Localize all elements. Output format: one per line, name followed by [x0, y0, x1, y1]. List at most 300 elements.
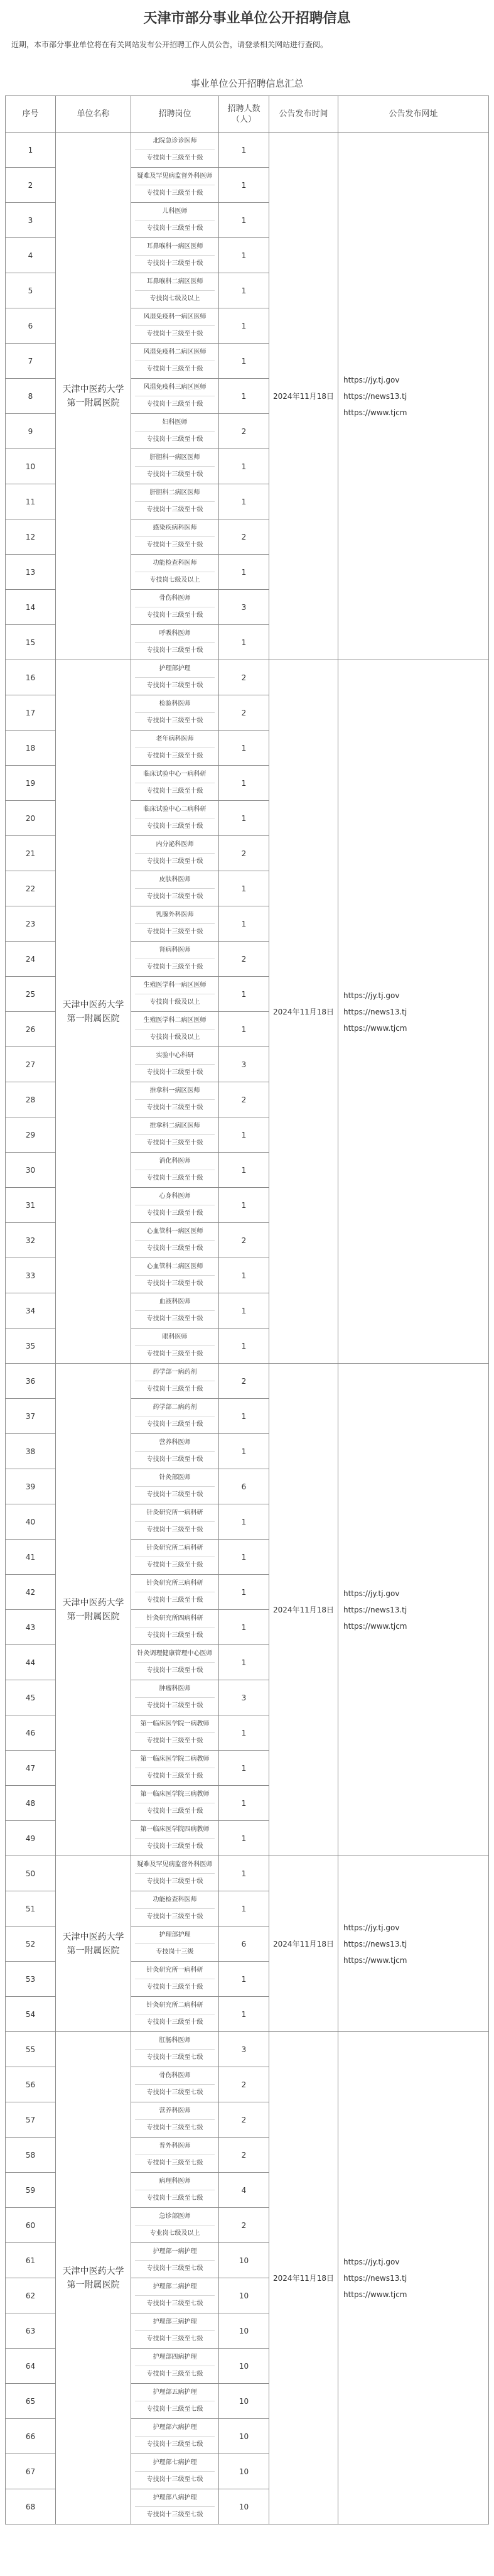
job-position-level: 专业岗七级及以上 — [149, 2230, 200, 2237]
header-job: 招聘岗位 — [131, 96, 219, 133]
job-position-level: 专技岗十三级至十级 — [146, 893, 203, 900]
job-position-cell — [131, 906, 219, 942]
recruit-count: 1 — [219, 1188, 269, 1223]
job-position-level: 专技岗十三级至十级 — [146, 2019, 203, 2026]
row-number: 12 — [6, 519, 56, 555]
recruit-count: 1 — [219, 1715, 269, 1751]
recruit-count: 2 — [219, 660, 269, 695]
recruit-count: 2 — [219, 942, 269, 977]
recruit-count: 10 — [219, 2313, 269, 2349]
recruit-count: 1 — [219, 1329, 269, 1364]
job-position-name: 肝胆科二病区医师 — [135, 485, 215, 502]
row-number: 46 — [6, 1715, 56, 1751]
row-number: 37 — [6, 1399, 56, 1434]
recruit-count: 1 — [219, 1504, 269, 1540]
job-position-cell — [131, 1786, 219, 1821]
job-position-name: 第一临床医学院二病教师 — [135, 1751, 215, 1768]
recruit-count: 4 — [219, 2173, 269, 2208]
job-position-cell — [131, 625, 219, 660]
row-number: 44 — [6, 1645, 56, 1680]
table-header-row — [6, 96, 489, 133]
job-position-level: 专技岗十三级至十级 — [146, 1245, 203, 1252]
publish-urls — [338, 2032, 489, 2524]
job-position-level: 专技岗十三级至十级 — [146, 1280, 203, 1287]
recruit-count: 1 — [219, 133, 269, 168]
job-position-cell — [131, 1962, 219, 1997]
job-position-cell — [131, 1188, 219, 1223]
recruitment-table — [5, 95, 489, 2524]
job-position-cell — [131, 2313, 219, 2349]
recruit-count: 1 — [219, 484, 269, 519]
job-position-name: 功能检查科医师 — [135, 555, 215, 572]
row-number: 23 — [6, 906, 56, 942]
job-position-level: 专技岗十三级至十级 — [146, 1808, 203, 1815]
job-position-name: 护理部护理 — [135, 1927, 215, 1944]
job-position-cell — [131, 1751, 219, 1786]
row-number: 58 — [6, 2138, 56, 2173]
job-position-name: 针灸研究所二病科研 — [135, 1997, 215, 2014]
job-position-name: 针灸部医师 — [135, 1470, 215, 1487]
job-position-level: 专技岗十三级至十级 — [146, 260, 203, 267]
recruit-count: 10 — [219, 2489, 269, 2524]
job-position-name: 妇科医师 — [135, 415, 215, 432]
job-position-cell — [131, 2138, 219, 2173]
row-number: 2 — [6, 168, 56, 203]
job-position-cell — [131, 344, 219, 379]
recruit-count: 2 — [219, 2138, 269, 2173]
row-number: 10 — [6, 449, 56, 484]
recruit-count: 3 — [219, 1680, 269, 1715]
row-number: 55 — [6, 2032, 56, 2067]
job-position-name: 护理部五病护理 — [135, 2384, 215, 2401]
job-position-cell — [131, 1434, 219, 1469]
recruit-count: 1 — [219, 871, 269, 906]
publish-urls — [338, 1856, 489, 2032]
job-position-name: 骨伤科医师 — [135, 2068, 215, 2085]
job-position-name: 营养科医师 — [135, 2103, 215, 2120]
job-position-name: 护理部护理 — [135, 661, 215, 678]
row-number: 51 — [6, 1891, 56, 1927]
job-position-cell — [131, 660, 219, 695]
recruit-count: 10 — [219, 2419, 269, 2454]
row-number: 35 — [6, 1329, 56, 1364]
row-number: 1 — [6, 133, 56, 168]
job-position-level: 专技岗十三级至十级 — [146, 1491, 203, 1498]
recruit-count: 1 — [219, 449, 269, 484]
job-position-name: 骨伤科医师 — [135, 590, 215, 607]
publish-url-link[interactable]: https://www.tjcm — [343, 2290, 407, 2299]
publish-url-link[interactable]: https://jy.tj.gov — [343, 1923, 400, 1932]
recruit-count: 2 — [219, 2102, 269, 2138]
table-row — [6, 660, 489, 695]
job-position-level: 专技岗十三级至十级 — [146, 1702, 203, 1709]
job-position-level: 专技岗十三级至十级 — [146, 1632, 203, 1639]
job-position-name: 护理部二病护理 — [135, 2279, 215, 2296]
job-position-cell — [131, 484, 219, 519]
row-number: 16 — [6, 660, 56, 695]
recruit-count: 1 — [219, 1962, 269, 1997]
job-position-name: 老年病科医师 — [135, 731, 215, 748]
job-position-name: 针灸研究所二病科研 — [135, 1540, 215, 1557]
table-title: 事业单位公开招聘信息汇总 — [190, 78, 304, 89]
job-position-name: 检验科医师 — [135, 696, 215, 713]
job-position-name: 针灸研究所三病科研 — [135, 1575, 215, 1592]
row-number: 52 — [6, 1927, 56, 1962]
recruit-count: 1 — [219, 1645, 269, 1680]
row-number: 67 — [6, 2454, 56, 2489]
row-number: 13 — [6, 555, 56, 590]
recruit-count: 2 — [219, 1223, 269, 1258]
row-number: 45 — [6, 1680, 56, 1715]
job-position-name: 病理科医师 — [135, 2173, 215, 2190]
recruit-count: 1 — [219, 1012, 269, 1047]
job-position-cell — [131, 1082, 219, 1117]
job-position-level: 专技岗十三级至七级 — [146, 2300, 203, 2307]
job-position-level: 专技岗十三级至十级 — [146, 1421, 203, 1428]
job-position-cell — [131, 1891, 219, 1927]
header-no: 序号 — [6, 96, 56, 133]
job-position-cell — [131, 308, 219, 344]
job-position-name: 疑难及罕见病监督外科医师 — [135, 1857, 215, 1874]
job-position-level: 专技岗十三级至十级 — [146, 1597, 203, 1604]
job-position-cell — [131, 1927, 219, 1962]
row-number: 63 — [6, 2313, 56, 2349]
job-position-name: 皮肤科医师 — [135, 872, 215, 889]
job-position-cell — [131, 1153, 219, 1188]
publish-url-link[interactable]: https://jy.tj.gov — [343, 375, 400, 384]
row-number: 30 — [6, 1153, 56, 1188]
recruit-count: 2 — [219, 1082, 269, 1117]
job-position-level: 专技岗十三级至十级 — [146, 928, 203, 935]
job-position-cell — [131, 2349, 219, 2384]
job-position-level: 专技岗十三级至十级 — [146, 1737, 203, 1744]
job-position-cell — [131, 168, 219, 203]
recruit-count: 1 — [219, 308, 269, 344]
row-number: 3 — [6, 203, 56, 238]
notice-line: 近期，本市部分事业单位将在有关网站发布公开招聘工作人员公告，请登录相关网站进行查阅。 — [11, 40, 328, 49]
row-number: 38 — [6, 1434, 56, 1469]
row-number: 48 — [6, 1786, 56, 1821]
job-position-name: 临床试验中心一病科研 — [135, 766, 215, 783]
job-position-name: 消化科医师 — [135, 1153, 215, 1170]
job-position-level: 专技岗十三级至十级 — [146, 612, 203, 619]
job-position-cell — [131, 1680, 219, 1715]
job-position-name: 护理部七病护理 — [135, 2455, 215, 2472]
row-number: 50 — [6, 1856, 56, 1891]
job-position-cell — [131, 2032, 219, 2067]
job-position-level: 专技岗十三级至七级 — [146, 2441, 203, 2448]
job-position-name: 推拿科一病区医师 — [135, 1083, 215, 1100]
job-position-cell — [131, 1223, 219, 1258]
row-number: 6 — [6, 308, 56, 344]
job-position-name: 普外科医师 — [135, 2138, 215, 2155]
job-position-level: 专技岗十三级至十级 — [146, 1456, 203, 1463]
job-position-name: 推拿科二病区医师 — [135, 1118, 215, 1135]
job-position-name: 实验中心科研 — [135, 1048, 215, 1065]
row-number: 43 — [6, 1610, 56, 1645]
recruit-count: 2 — [219, 519, 269, 555]
row-number: 7 — [6, 344, 56, 379]
job-position-cell — [131, 871, 219, 906]
job-position-cell — [131, 2419, 219, 2454]
job-position-cell — [131, 1821, 219, 1856]
job-position-name: 第一临床医学院一病教师 — [135, 1716, 215, 1733]
job-position-level: 专技岗十三级至十级 — [146, 1526, 203, 1533]
job-position-level: 专技岗十三级至十级 — [146, 330, 203, 337]
row-number: 57 — [6, 2102, 56, 2138]
job-position-name: 耳鼻喉科一病区医师 — [135, 239, 215, 256]
header-url: 公告发布网址 — [338, 96, 489, 133]
row-number: 42 — [6, 1575, 56, 1610]
recruit-count: 1 — [219, 1821, 269, 1856]
recruit-count: 1 — [219, 1856, 269, 1891]
job-position-cell — [131, 942, 219, 977]
job-position-level: 专技岗十三级至十级 — [146, 1913, 203, 1920]
publish-date: 2024年11月18日 — [269, 1364, 338, 1856]
job-position-cell — [131, 1364, 219, 1399]
row-number: 29 — [6, 1117, 56, 1153]
job-position-cell — [131, 1856, 219, 1891]
row-number: 61 — [6, 2243, 56, 2278]
job-position-name: 呼吸科医师 — [135, 626, 215, 643]
job-position-name: 心血管科二病区医师 — [135, 1259, 215, 1276]
job-position-name: 眼科医师 — [135, 1329, 215, 1346]
job-position-level: 专技岗十三级至十级 — [146, 753, 203, 759]
job-position-name: 第一临床医学院四病教师 — [135, 1822, 215, 1839]
job-position-level: 专技岗十三级至七级 — [146, 2371, 203, 2378]
job-position-name: 风湿免疫科一病区医师 — [135, 309, 215, 326]
job-position-cell — [131, 2489, 219, 2524]
publish-date: 2024年11月18日 — [269, 133, 338, 660]
row-number: 62 — [6, 2278, 56, 2313]
recruit-count: 10 — [219, 2384, 269, 2419]
job-position-level: 专技岗十三级至十级 — [146, 788, 203, 795]
job-position-level: 专技岗十三级至七级 — [146, 2511, 203, 2518]
job-position-name: 心血管科一病区医师 — [135, 1224, 215, 1241]
row-number: 54 — [6, 1997, 56, 2032]
job-position-name: 北院急诊诊医师 — [135, 133, 215, 150]
job-position-name: 针灸研究所四病科研 — [135, 1611, 215, 1628]
job-position-level: 专技岗十三级至十级 — [146, 1843, 203, 1850]
row-number: 40 — [6, 1504, 56, 1540]
job-position-cell — [131, 695, 219, 731]
publish-url-link[interactable]: https://news13.tj — [343, 1605, 407, 1614]
publish-date: 2024年11月18日 — [269, 660, 338, 1364]
job-position-level: 专技岗十三级至十级 — [146, 1667, 203, 1674]
job-position-name: 护理部四病护理 — [135, 2349, 215, 2366]
row-number: 65 — [6, 2384, 56, 2419]
job-position-name: 急诊部医师 — [135, 2209, 215, 2225]
publish-url-link[interactable]: https://jy.tj.gov — [343, 1589, 400, 1598]
job-position-name: 营养科医师 — [135, 1435, 215, 1452]
job-position-cell — [131, 133, 219, 168]
job-position-cell — [131, 590, 219, 625]
row-number: 21 — [6, 836, 56, 871]
job-position-level: 专技岗十三级至十级 — [146, 225, 203, 232]
job-position-cell — [131, 519, 219, 555]
recruit-count: 1 — [219, 1997, 269, 2032]
recruit-count: 6 — [219, 1927, 269, 1962]
recruit-count: 1 — [219, 1786, 269, 1821]
recruit-count: 1 — [219, 238, 269, 273]
row-number: 27 — [6, 1047, 56, 1082]
job-position-cell — [131, 1469, 219, 1504]
row-number: 34 — [6, 1293, 56, 1329]
job-position-level: 专技岗十三级至七级 — [146, 2195, 203, 2202]
job-position-name: 肝胆科一病区医师 — [135, 450, 215, 467]
job-position-level: 专技岗十三级至十级 — [146, 1350, 203, 1357]
job-position-name: 耳鼻喉科二病区医师 — [135, 274, 215, 291]
row-number: 28 — [6, 1082, 56, 1117]
job-position-level: 专技岗十三级至十级 — [146, 366, 203, 372]
recruit-count: 1 — [219, 801, 269, 836]
publish-url-link[interactable]: https://news13.tj — [343, 391, 407, 401]
job-position-level: 专技岗十三级 — [156, 1948, 194, 1955]
job-position-cell — [131, 2173, 219, 2208]
job-position-cell — [131, 2278, 219, 2313]
row-number: 32 — [6, 1223, 56, 1258]
recruit-count: 3 — [219, 1047, 269, 1082]
row-number: 49 — [6, 1821, 56, 1856]
job-position-cell — [131, 1012, 219, 1047]
job-position-name: 护理部一病护理 — [135, 2244, 215, 2261]
table-row — [6, 1364, 489, 1399]
recruit-count: 2 — [219, 2067, 269, 2102]
unit-name: 天津中医药大学第一附属医院 — [56, 1856, 131, 2032]
job-position-cell — [131, 2208, 219, 2243]
job-position-level: 专技岗十三级至十级 — [146, 1773, 203, 1780]
job-position-cell — [131, 2454, 219, 2489]
job-position-name: 针灸调理健康管理中心医师 — [135, 1646, 215, 1663]
row-number: 20 — [6, 801, 56, 836]
job-position-name: 感染疾病科医师 — [135, 520, 215, 537]
job-position-cell — [131, 836, 219, 871]
row-number: 24 — [6, 942, 56, 977]
job-position-level: 专技岗十三级至七级 — [146, 2476, 203, 2483]
job-position-name: 风湿免疫科三病区医师 — [135, 379, 215, 396]
job-position-level: 专技岗十三级至七级 — [146, 2089, 203, 2096]
job-position-level: 专技岗十三级至十级 — [146, 647, 203, 654]
row-number: 4 — [6, 238, 56, 273]
job-position-level: 专技岗十三级至十级 — [146, 1069, 203, 1076]
job-position-cell — [131, 414, 219, 449]
row-number: 26 — [6, 1012, 56, 1047]
job-position-cell — [131, 801, 219, 836]
job-position-name: 生殖医学科一病区医师 — [135, 977, 215, 994]
publish-url-link[interactable]: https://news13.tj — [343, 1007, 407, 1016]
notice-text — [0, 38, 494, 72]
job-position-cell — [131, 1293, 219, 1329]
publish-url-link[interactable]: https://www.tjcm — [343, 1955, 407, 1965]
job-position-level: 专技岗十三级至十级 — [146, 1562, 203, 1568]
row-number: 22 — [6, 871, 56, 906]
job-position-name: 功能检查科医师 — [135, 1892, 215, 1909]
job-position-cell — [131, 1258, 219, 1293]
job-position-name: 药学部二病药剂 — [135, 1399, 215, 1416]
row-number: 8 — [6, 379, 56, 414]
recruit-count: 1 — [219, 1540, 269, 1575]
recruit-count: 3 — [219, 590, 269, 625]
row-number: 64 — [6, 2349, 56, 2384]
job-position-name: 护理部六病护理 — [135, 2420, 215, 2437]
publish-url-link[interactable]: https://news13.tj — [343, 2273, 407, 2283]
recruit-count: 2 — [219, 836, 269, 871]
recruit-count: 1 — [219, 1117, 269, 1153]
job-position-cell — [131, 1399, 219, 1434]
recruit-count: 2 — [219, 695, 269, 731]
table-body — [6, 133, 489, 2524]
job-position-cell — [131, 1540, 219, 1575]
job-position-level: 专技岗十三级至十级 — [146, 1210, 203, 1217]
recruit-count: 2 — [219, 1364, 269, 1399]
header-unit: 单位名称 — [56, 96, 131, 133]
publish-url-link[interactable]: https://www.tjcm — [343, 1621, 407, 1631]
publish-url-link[interactable]: https://news13.tj — [343, 1939, 407, 1948]
row-number: 59 — [6, 2173, 56, 2208]
row-number: 17 — [6, 695, 56, 731]
job-position-cell — [131, 2384, 219, 2419]
job-position-cell — [131, 766, 219, 801]
publish-url-link[interactable]: https://jy.tj.gov — [343, 2257, 400, 2266]
row-number: 53 — [6, 1962, 56, 1997]
recruit-count: 1 — [219, 625, 269, 660]
header-date: 公告发布时间 — [269, 96, 338, 133]
page-title: 天津市部分事业单位公开招聘信息 — [143, 11, 351, 26]
publish-url-link[interactable]: https://jy.tj.gov — [343, 991, 400, 1000]
job-position-level: 专技岗十三级至十级 — [146, 1315, 203, 1322]
row-number: 14 — [6, 590, 56, 625]
job-position-cell — [131, 1117, 219, 1153]
job-position-name: 内分泌科医师 — [135, 837, 215, 854]
job-position-level: 专技岗十三级至十级 — [146, 1386, 203, 1393]
job-position-level: 专技岗十三级至七级 — [146, 2124, 203, 2131]
job-position-name: 肾病科医师 — [135, 942, 215, 959]
job-position-level: 专技岗十三级至十级 — [146, 964, 203, 970]
job-position-level: 专技岗十三级至十级 — [146, 190, 203, 197]
publish-url-link[interactable]: https://www.tjcm — [343, 1023, 407, 1033]
row-number: 15 — [6, 625, 56, 660]
job-position-name: 乳腺外科医师 — [135, 907, 215, 924]
job-position-name: 心身科医师 — [135, 1188, 215, 1205]
job-position-level: 专技岗十三级至十级 — [146, 1175, 203, 1182]
recruit-count: 1 — [219, 1399, 269, 1434]
job-position-level: 专技岗十三级至十级 — [146, 401, 203, 408]
job-position-cell — [131, 1504, 219, 1540]
row-number: 19 — [6, 766, 56, 801]
job-position-cell — [131, 1610, 219, 1645]
recruit-count: 1 — [219, 766, 269, 801]
recruit-count: 6 — [219, 1469, 269, 1504]
row-number: 39 — [6, 1469, 56, 1504]
job-position-level: 专技岗十三级至七级 — [146, 2335, 203, 2342]
publish-url-link[interactable]: https://www.tjcm — [343, 408, 407, 417]
job-position-level: 专技岗十三级至十级 — [146, 155, 203, 161]
recruit-count: 1 — [219, 1258, 269, 1293]
row-number: 31 — [6, 1188, 56, 1223]
recruit-count: 1 — [219, 203, 269, 238]
job-position-level: 专技岗十三级至十级 — [146, 1984, 203, 1991]
job-position-cell — [131, 1575, 219, 1610]
recruit-count: 1 — [219, 1434, 269, 1469]
job-position-cell — [131, 555, 219, 590]
publish-urls — [338, 133, 489, 660]
row-number: 60 — [6, 2208, 56, 2243]
unit-name: 天津中医药大学第一附属医院 — [56, 1364, 131, 1856]
job-position-name: 药学部一病药剂 — [135, 1364, 215, 1381]
recruit-count: 1 — [219, 906, 269, 942]
table-row — [6, 133, 489, 168]
job-position-name: 生殖医学科二病区医师 — [135, 1013, 215, 1030]
